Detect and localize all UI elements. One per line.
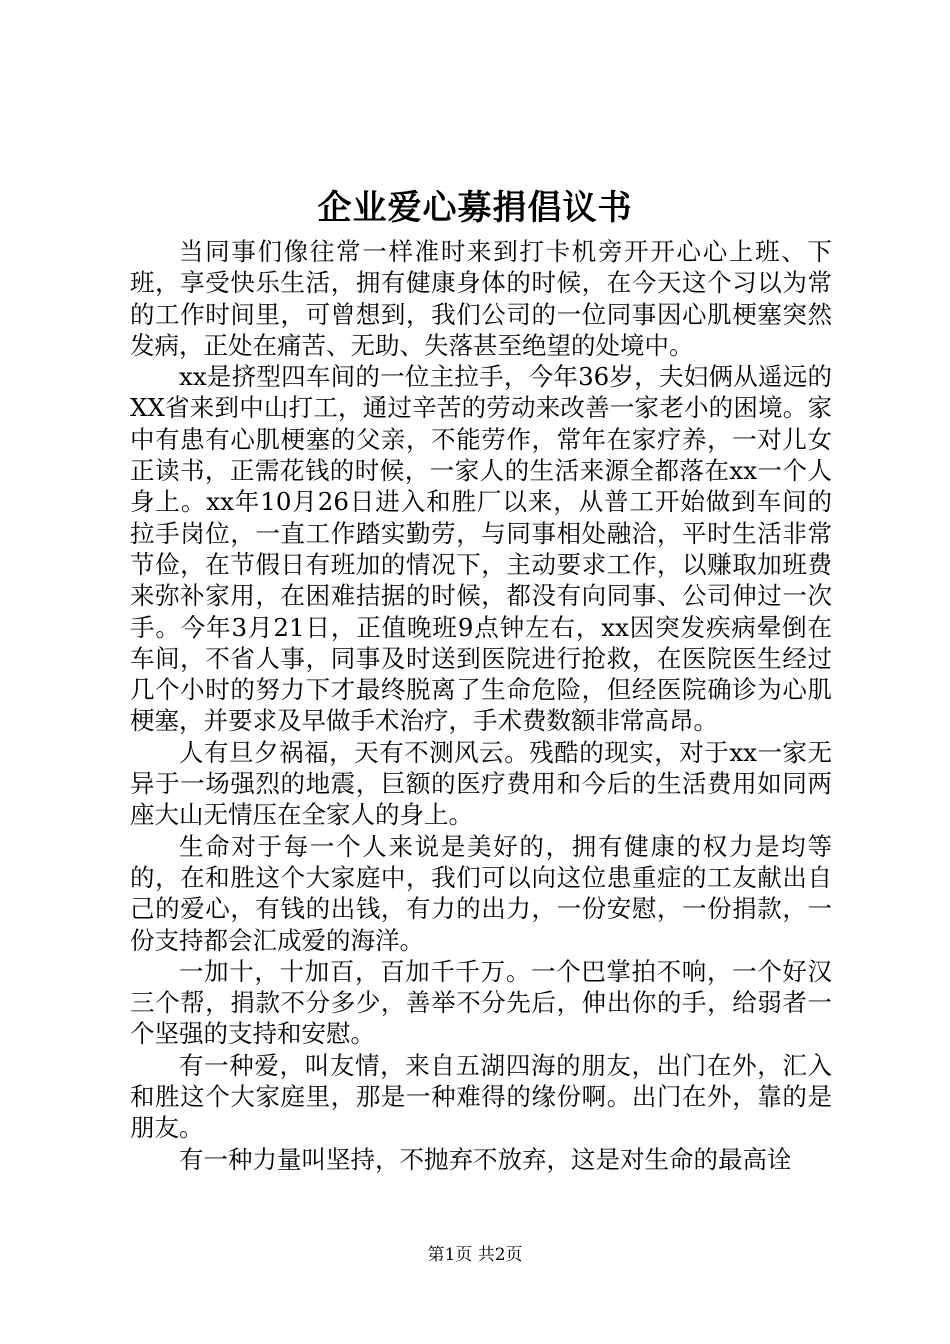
paragraph: 有一种力量叫坚持，不抛弃不放弃，这是对生命的最高诠 (179, 1144, 792, 1174)
paragraph: 当同事们像往常一样准时来到打卡机旁开开心心上班、下班，享受快乐生活，拥有健康身体的时候，在今天这个习以为常的工作时间里，可曾想到，我们公司的一位同事因心肌梗塞突然发病，正处在痛苦、无助、失落甚至绝望的处境中。 (130, 237, 832, 360)
document-title: 企业爱心募捐倡议书 (317, 188, 633, 228)
paragraph: 一加十，十加百，百加千千万。一个巴掌拍不响，一个好汉三个帮，捐款不分多少，善举不分先后，伸出你的手，给弱者一个坚强的支持和安慰。 (130, 956, 832, 1049)
paragraph: 生命对于每一个人来说是美好的，拥有健康的权力是均等的，在和胜这个大家庭中，我们可以向这位患重症的工友献出自己的爱心，有钱的出钱，有力的出力，一份安慰，一份捐款，一份支持都会汇成爱的海洋。 (130, 831, 832, 955)
page-footer: 第1页 共2页 (427, 1245, 523, 1265)
paragraph: xx是挤型四车间的一位主拉手，今年36岁，夫妇俩从遥远的XX省来到中山打工，通过辛苦的劳动来改善一家老小的困境。家中有患有心肌梗塞的父亲，不能劳作，常年在家疗养，一对儿女正读书，正需花钱的时候，一家人的生活来源全都落在xx一个人身上。xx年10月26日进入和胜厂以来，从普工开始做到车间的拉手岗位，一直工作踏实勤劳，与同事相处融洽，平时生活非常节俭，在节假日有班加的情况下，主动要求工作，以赚取加班费来弥补家用，在困难拮据的时候，都没有向同事、公司伸过一次手。今年3月21日，正值晚班9点钟左右，xx因突发疾病晕倒在车间，不省人事，同事及时送到医院进行抢救，在医院医生经过几个小时的努力下才最终脱离了生命危险，但经医院确诊为心肌梗塞，并要求及早做手术治疗，手术费数额非常高昂。 (130, 362, 832, 736)
paragraph: 有一种爱，叫友情，来自五湖四海的朋友，出门在外，汇入和胜这个大家庭里，那是一种难得的缘份啊。出门在外，靠的是朋友。 (130, 1050, 832, 1143)
document-body (130, 236, 832, 1175)
paragraph: 人有旦夕祸福，天有不测风云。残酷的现实，对于xx一家无异于一场强烈的地震，巨额的医疗费用和今后的生活费用如同两座大山无情压在全家人的身上。 (130, 737, 832, 830)
